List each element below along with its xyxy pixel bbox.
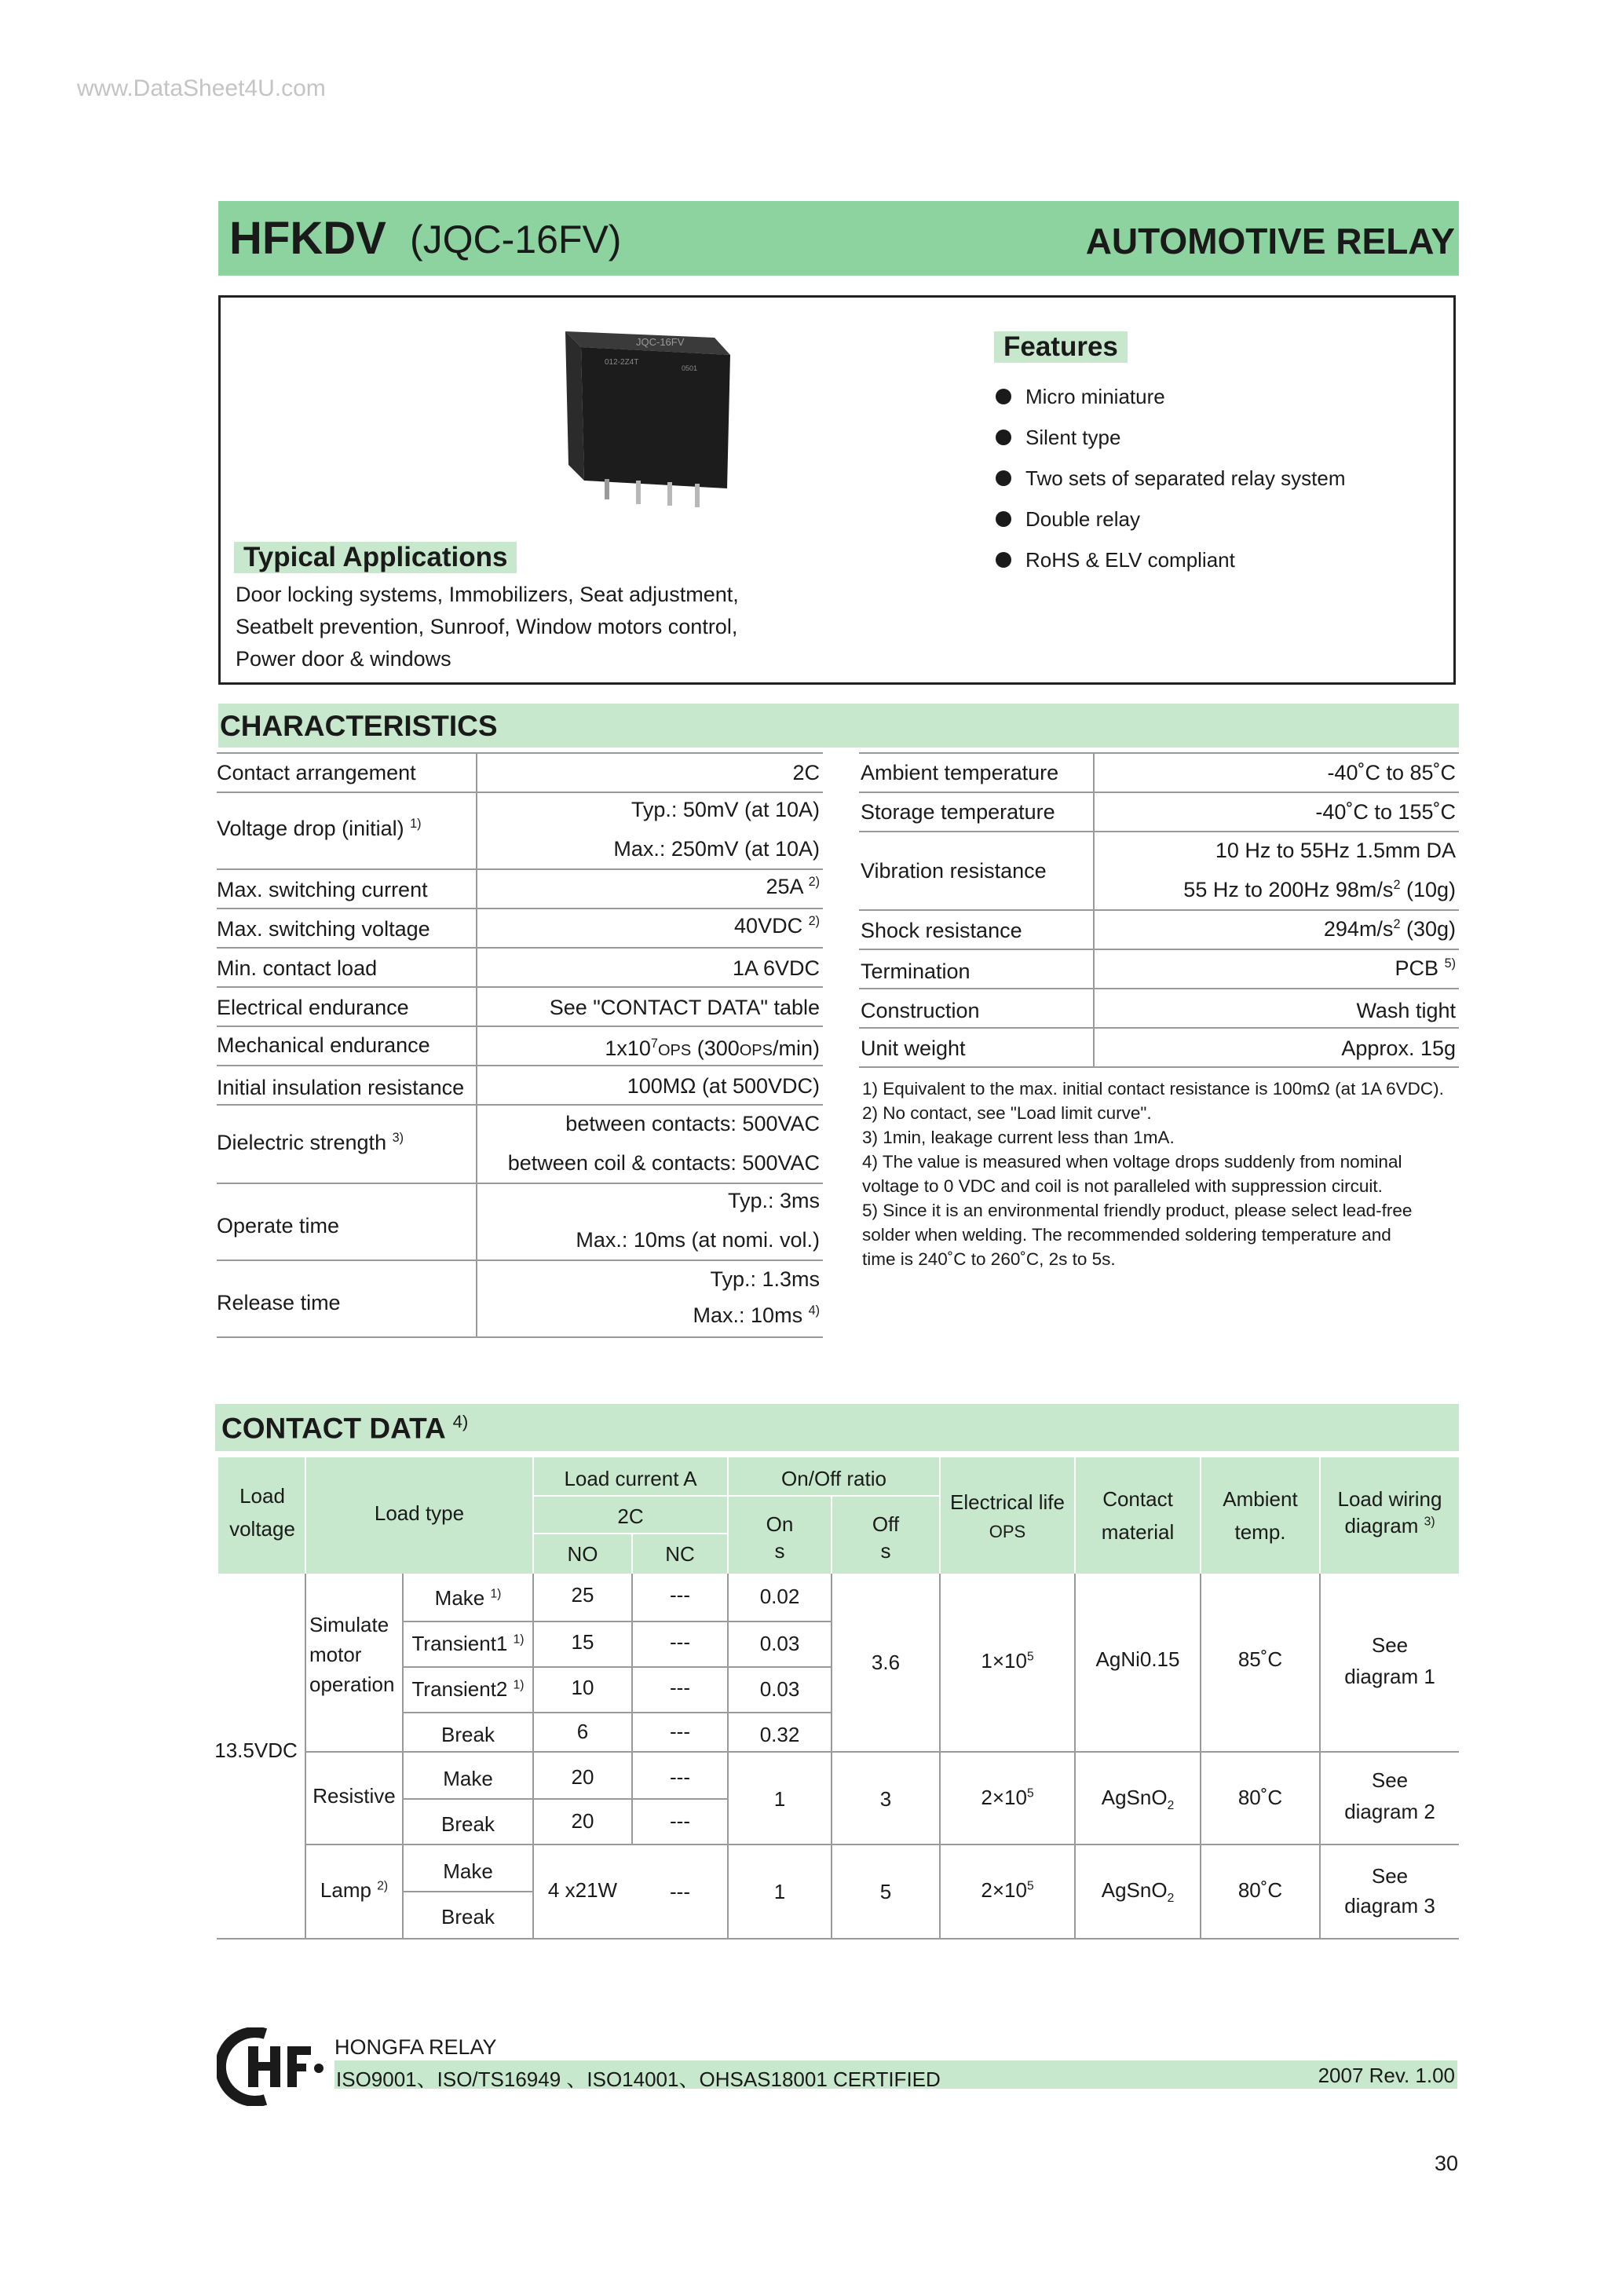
char-row-vibration: Vibration resistance 10 Hz to 55Hz 1.5mm DA 55 Hz to 200Hz $98m/s^2$ (10g) [859,832,1459,911]
note-5-cont: time is 240˚C to 260˚C, 2s to 5s. [862,1249,1116,1269]
off-time-value: 3 [879,1787,892,1811]
char-row-shock: Shock resistance $294m/s^2$ (30g) [859,911,1459,950]
model-name: HFKDV [229,213,386,264]
header-contact-material: material [1101,1520,1175,1544]
off-time-value: 5 [879,1880,892,1903]
bullet-icon [996,430,1011,445]
feature-item: Micro miniature [996,385,1165,409]
grid-line [402,1798,727,1800]
char-row-max-voltage: Max. switching voltage 40VDC $^{2)}$ [217,909,823,949]
relay-label-1: JQC-16FV [636,336,685,348]
applications-line: Power door & windows [236,647,451,671]
note-1: 1) Equivalent to the max. initial contact resistance is 100mΩ (at 1A 6VDC). [862,1079,1444,1099]
header-on: On [766,1512,794,1536]
load-type-make: Make [443,1859,493,1883]
char-row-operate-time: Operate time Typ.: 3ms Max.: 10ms (at nomi. vol.) [217,1184,823,1261]
char-row-release-time: Release time Typ.: 1.3ms Max.: 10ms $^{4)}$ [217,1261,823,1338]
on-time-value: 0.02 [759,1585,800,1608]
grid-line [402,1891,532,1892]
grid-line [631,1574,633,1844]
certifications: ISO9001、ISO/TS16949 、ISO14001、OHSAS18001 CERTIFIED [336,2067,941,2091]
grid-line [402,1712,831,1713]
characteristics-title: CHARACTERISTICS [220,710,498,742]
load-type-break: Break [441,1723,495,1746]
load-group-lamp: Lamp $^{2)}$ [320,1878,389,1902]
load-group-simulate-motor: motor [309,1643,362,1666]
watermark: www.DataSheet4U.com [77,75,326,101]
nc-current-value: --- [670,1765,690,1789]
char-row-unit-weight: Unit weight Approx. 15g [859,1029,1459,1068]
wiring-diagram-ref: diagram 1 [1344,1665,1435,1688]
char-row-min-load: Min. contact load 1A 6VDC [217,949,823,988]
ambient-temp-value: 85˚C [1237,1647,1283,1671]
feature-item: Silent type [996,426,1120,450]
no-current-value: 25 [571,1583,594,1607]
nc-current-value: --- [670,1809,690,1833]
char-row-max-current: Max. switching current 25A $^{2)}$ [217,870,823,909]
char-row-voltage-drop: Voltage drop (initial) $^{1)}$ Typ.: 50mV (at 10A) Max.: 250mV (at 10A) [217,793,823,870]
bullet-icon [996,552,1011,568]
header-load-current: Load current A [564,1467,697,1490]
nc-current-value: --- [670,1676,690,1699]
relay-label-2: 012-2Z4T [605,358,639,367]
ambient-temp-value: 80˚C [1237,1878,1283,1902]
header-divider [939,1457,941,1574]
wiring-diagram-ref: See [1371,1864,1409,1888]
char-row-construction: Construction Wash tight [859,989,1459,1029]
char-row-mechanical-endurance: Mechanical endurance $1x10^7OPS$ (300OPS/min) [217,1027,823,1066]
load-type-make: Make $^{1)}$ [434,1586,502,1610]
electrical-life-value: $2\times 10^5$ [981,1878,1034,1902]
header-divider [532,1533,727,1534]
load-type-make: Make [443,1767,493,1790]
header-load-voltage: Load [239,1484,285,1508]
nc-current-value: --- [670,1720,690,1743]
on-time-value: 1 [773,1787,786,1811]
bullet-icon [996,511,1011,527]
no-current-value: 4 x21W [547,1878,618,1902]
on-time-value: 0.32 [759,1723,800,1746]
relay-label-3: 0501 [682,364,698,372]
note-4: 4) The value is measured when voltage drops suddenly from nominal [862,1152,1402,1172]
bullet-icon [996,470,1011,486]
company-name: HONGFA RELAY [334,2035,497,2059]
header-wiring-diagram: Load wiring [1337,1487,1442,1511]
header-load-type: Load type [374,1501,465,1525]
hongfa-logo-icon [217,2027,327,2106]
applications-line: Door locking systems, Immobilizers, Seat adjustment, [236,583,739,606]
no-current-value: 20 [571,1765,594,1789]
char-row-ambient-temp: Ambient temperature -40˚C to 85˚C [859,754,1459,793]
note-3: 3) 1min, leakage current less than 1mA. [862,1128,1175,1147]
wiring-diagram-ref: See [1371,1633,1409,1657]
header-ambient-temp: temp. [1234,1520,1286,1544]
header-electrical-life-unit: OPS [989,1522,1026,1541]
nc-current-value: --- [670,1880,690,1903]
header-nc: NC [665,1542,695,1566]
contact-data-title: CONTACT DATA $^{4)}$ [221,1412,469,1445]
note-5: 5) Since it is an environmental friendly product, please select lead-free [862,1201,1413,1220]
char-row-electrical-endurance: Electrical endurance See "CONTACT DATA" table [217,988,823,1027]
grid-line [305,1751,1459,1753]
grid-line [402,1666,831,1668]
nc-current-value: --- [670,1630,690,1654]
note-4-cont: voltage to 0 VDC and coil is not paralleled with suppression circuit. [862,1176,1383,1196]
nc-current-value: --- [670,1583,690,1607]
load-group-simulate-motor: operation [309,1673,395,1696]
wiring-diagram-ref: diagram 2 [1344,1800,1435,1823]
feature-item: Two sets of separated relay system [996,466,1346,491]
header-off-unit: s [880,1539,891,1563]
no-current-value: 10 [571,1676,594,1699]
grid-line [305,1844,1459,1845]
header-contact-material: Contact [1102,1487,1173,1511]
grid-line [402,1621,831,1622]
features-title: Features [994,331,1128,363]
header-electrical-life: Electrical life [950,1490,1065,1514]
relay-product-image [550,324,738,512]
load-type-break: Break [441,1812,495,1836]
no-current-value: 6 [576,1720,589,1743]
on-time-value: 0.03 [759,1677,800,1701]
ambient-temp-value: 80˚C [1237,1786,1283,1809]
load-type-break: Break [441,1905,495,1929]
header-wiring-diagram: diagram $^{3)}$ [1344,1514,1435,1537]
header-arrangement: 2C [617,1504,644,1528]
contact-material-value: AgNi0.15 [1095,1647,1180,1671]
page-number: 30 [1434,2152,1458,2175]
char-row-termination: Termination PCB $^{5)}$ [859,950,1459,989]
header-divider [1074,1457,1076,1574]
load-voltage-value: 13.5VDC [214,1738,298,1762]
feature-item: RoHS & ELV compliant [996,548,1235,572]
header-divider [532,1495,939,1497]
alt-model-name: (JQC-16FV) [410,218,622,261]
header-ambient-temp: Ambient [1223,1487,1298,1511]
feature-item: Double relay [996,507,1140,532]
load-type-transient2: Transient2 $^{1)}$ [411,1677,525,1701]
electrical-life-value: $2\times 10^5$ [981,1786,1034,1809]
off-time-value: 3.6 [871,1651,901,1674]
char-row-storage-temp: Storage temperature -40˚C to 155˚C [859,793,1459,832]
note-2: 2) No contact, see "Load limit curve". [862,1103,1152,1123]
load-group-simulate-motor: Simulate [309,1613,389,1636]
on-time-value: 1 [773,1880,786,1903]
applications-title: Typical Applications [234,542,517,573]
note-5-cont: solder when welding. The recommended soldering temperature and [862,1225,1391,1245]
product-category: AUTOMOTIVE RELAY [1085,221,1455,261]
header-onoff-ratio: On/Off ratio [781,1467,886,1490]
header-off: Off [872,1512,900,1536]
on-time-value: 0.03 [759,1632,800,1655]
contact-material-value: AgSnO$_2$ [1101,1786,1175,1813]
load-group-resistive: Resistive [313,1784,396,1808]
no-current-value: 15 [571,1630,594,1654]
electrical-life-value: $1\times 10^5$ [981,1649,1034,1673]
char-row-contact-arrangement: Contact arrangement 2C [217,754,823,793]
wiring-diagram-ref: diagram 3 [1344,1894,1435,1918]
header-no: NO [567,1542,598,1566]
header-load-voltage: voltage [229,1517,295,1541]
wiring-diagram-ref: See [1371,1768,1409,1792]
char-row-dielectric: Dielectric strength $^{3)}$ between contacts: 500VAC between coil & contacts: 500VAC [217,1106,823,1184]
applications-line: Seatbelt prevention, Sunroof, Window motors control, [236,615,738,638]
grid-line [217,1938,1459,1940]
load-type-transient1: Transient1 $^{1)}$ [411,1632,525,1655]
header-on-unit: s [774,1539,785,1563]
revision: 2007 Rev. 1.00 [1318,2064,1455,2087]
header-divider [1200,1457,1201,1574]
no-current-value: 20 [571,1809,594,1833]
bullet-icon [996,389,1011,404]
char-row-insulation: Initial insulation resistance 100MΩ (at 500VDC) [217,1066,823,1106]
contact-material-value: AgSnO$_2$ [1101,1878,1175,1906]
